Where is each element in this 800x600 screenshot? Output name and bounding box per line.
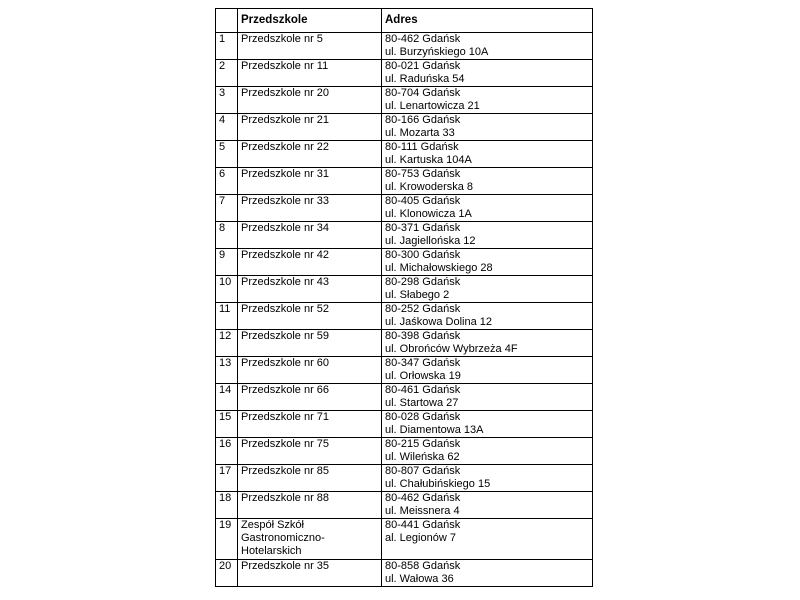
address-cell bbox=[382, 411, 593, 438]
table-row bbox=[216, 33, 593, 60]
table-row bbox=[216, 357, 593, 384]
kindergarten-name: Przedszkole nr 59 bbox=[238, 330, 382, 357]
postal-city: 80-028 Gdańsk bbox=[385, 411, 461, 423]
street-address: ul. Diamentowa 13A bbox=[385, 424, 484, 436]
kindergarten-name: Przedszkole nr 11 bbox=[238, 60, 382, 87]
row-number: 13 bbox=[216, 357, 238, 384]
postal-city: 80-215 Gdańsk bbox=[385, 438, 461, 450]
row-number: 10 bbox=[216, 276, 238, 303]
postal-city: 80-858 Gdańsk bbox=[385, 560, 461, 572]
postal-city: 80-405 Gdańsk bbox=[385, 195, 461, 207]
table-row bbox=[216, 222, 593, 249]
table-row bbox=[216, 195, 593, 222]
kindergarten-name: Przedszkole nr 42 bbox=[238, 249, 382, 276]
street-address: ul. Mozarta 33 bbox=[385, 127, 455, 139]
postal-city: 80-704 Gdańsk bbox=[385, 87, 461, 99]
row-number: 1 bbox=[216, 33, 238, 60]
table-row bbox=[216, 249, 593, 276]
postal-city: 80-371 Gdańsk bbox=[385, 222, 461, 234]
street-address: ul. Wałowa 36 bbox=[385, 573, 454, 585]
row-number: 8 bbox=[216, 222, 238, 249]
table-row bbox=[216, 384, 593, 411]
row-number: 15 bbox=[216, 411, 238, 438]
address-cell bbox=[382, 276, 593, 303]
kindergarten-name: Przedszkole nr 35 bbox=[238, 560, 382, 587]
kindergarten-name-line: Hotelarskich bbox=[241, 545, 302, 557]
street-address: ul. Lenartowicza 21 bbox=[385, 100, 480, 112]
postal-city: 80-252 Gdańsk bbox=[385, 303, 461, 315]
row-number: 4 bbox=[216, 114, 238, 141]
row-number: 14 bbox=[216, 384, 238, 411]
street-address: ul. Wileńska 62 bbox=[385, 451, 460, 463]
row-number: 5 bbox=[216, 141, 238, 168]
address-cell bbox=[382, 249, 593, 276]
table-row bbox=[216, 492, 593, 519]
street-address: ul. Obrońców Wybrzeża 4F bbox=[385, 343, 518, 355]
postal-city: 80-347 Gdańsk bbox=[385, 357, 461, 369]
kindergarten-name: Przedszkole nr 60 bbox=[238, 357, 382, 384]
postal-city: 80-807 Gdańsk bbox=[385, 465, 461, 477]
table-row bbox=[216, 141, 593, 168]
row-number: 20 bbox=[216, 560, 238, 587]
header-address: Adres bbox=[382, 9, 593, 33]
kindergarten-name: Przedszkole nr 71 bbox=[238, 411, 382, 438]
street-address: ul. Startowa 27 bbox=[385, 397, 459, 409]
kindergarten-name: Przedszkole nr 66 bbox=[238, 384, 382, 411]
kindergarten-name: Przedszkole nr 88 bbox=[238, 492, 382, 519]
kindergarten-name bbox=[238, 519, 382, 560]
table-row bbox=[216, 114, 593, 141]
row-number: 16 bbox=[216, 438, 238, 465]
row-number: 2 bbox=[216, 60, 238, 87]
street-address: ul. Michałowskiego 28 bbox=[385, 262, 493, 274]
kindergarten-name: Przedszkole nr 21 bbox=[238, 114, 382, 141]
kindergarten-name-line: Gastronomiczno- bbox=[241, 532, 325, 544]
street-address: ul. Jaśkowa Dolina 12 bbox=[385, 316, 493, 328]
street-address: ul. Meissnera 4 bbox=[385, 505, 460, 517]
address-cell bbox=[382, 519, 593, 560]
address-cell bbox=[382, 222, 593, 249]
table-header-row bbox=[216, 9, 593, 33]
postal-city: 80-166 Gdańsk bbox=[385, 114, 461, 126]
address-cell bbox=[382, 87, 593, 114]
table-row bbox=[216, 303, 593, 330]
postal-city: 80-300 Gdańsk bbox=[385, 249, 461, 261]
kindergarten-name: Przedszkole nr 33 bbox=[238, 195, 382, 222]
kindergarten-name: Przedszkole nr 34 bbox=[238, 222, 382, 249]
address-cell bbox=[382, 438, 593, 465]
street-address: ul. Słabego 2 bbox=[385, 289, 450, 301]
street-address: ul. Raduńska 54 bbox=[385, 73, 465, 85]
row-number: 18 bbox=[216, 492, 238, 519]
address-cell bbox=[382, 465, 593, 492]
address-cell bbox=[382, 195, 593, 222]
kindergarten-name: Przedszkole nr 43 bbox=[238, 276, 382, 303]
header-kindergarten: Przedszkole bbox=[238, 9, 382, 33]
kindergarten-name: Przedszkole nr 22 bbox=[238, 141, 382, 168]
table-body bbox=[216, 33, 593, 587]
street-address: ul. Kartuska 104A bbox=[385, 154, 472, 166]
kindergarten-name-line: Zespół Szkół bbox=[241, 519, 304, 531]
postal-city: 80-462 Gdańsk bbox=[385, 33, 461, 45]
address-cell bbox=[382, 357, 593, 384]
table-row bbox=[216, 560, 593, 587]
kindergarten-table bbox=[215, 8, 593, 587]
street-address: ul. Chałubińskiego 15 bbox=[385, 478, 491, 490]
address-cell bbox=[382, 141, 593, 168]
street-address: ul. Krowoderska 8 bbox=[385, 181, 474, 193]
postal-city: 80-441 Gdańsk bbox=[385, 519, 461, 531]
row-number: 11 bbox=[216, 303, 238, 330]
postal-city: 80-461 Gdańsk bbox=[385, 384, 461, 396]
postal-city: 80-398 Gdańsk bbox=[385, 330, 461, 342]
table-row bbox=[216, 438, 593, 465]
table-row bbox=[216, 465, 593, 492]
kindergarten-name: Przedszkole nr 85 bbox=[238, 465, 382, 492]
row-number: 7 bbox=[216, 195, 238, 222]
table-row bbox=[216, 330, 593, 357]
table-row bbox=[216, 168, 593, 195]
row-number: 6 bbox=[216, 168, 238, 195]
kindergarten-name: Przedszkole nr 52 bbox=[238, 303, 382, 330]
address-cell bbox=[382, 560, 593, 587]
row-number: 3 bbox=[216, 87, 238, 114]
postal-city: 80-021 Gdańsk bbox=[385, 60, 461, 72]
address-cell bbox=[382, 114, 593, 141]
postal-city: 80-298 Gdańsk bbox=[385, 276, 461, 288]
street-address: ul. Burzyńskiego 10A bbox=[385, 46, 489, 58]
street-address: al. Legionów 7 bbox=[385, 532, 456, 544]
table-row bbox=[216, 519, 593, 560]
row-number: 12 bbox=[216, 330, 238, 357]
address-cell bbox=[382, 492, 593, 519]
address-cell bbox=[382, 60, 593, 87]
table-row bbox=[216, 60, 593, 87]
row-number: 9 bbox=[216, 249, 238, 276]
table-row bbox=[216, 276, 593, 303]
kindergarten-name: Przedszkole nr 5 bbox=[238, 33, 382, 60]
street-address: ul. Klonowicza 1A bbox=[385, 208, 472, 220]
kindergarten-name: Przedszkole nr 75 bbox=[238, 438, 382, 465]
postal-city: 80-753 Gdańsk bbox=[385, 168, 461, 180]
row-number: 19 bbox=[216, 519, 238, 560]
table-row bbox=[216, 87, 593, 114]
kindergarten-name: Przedszkole nr 20 bbox=[238, 87, 382, 114]
street-address: ul. Jagiellońska 12 bbox=[385, 235, 476, 247]
postal-city: 80-462 Gdańsk bbox=[385, 492, 461, 504]
row-number: 17 bbox=[216, 465, 238, 492]
address-cell bbox=[382, 303, 593, 330]
header-number bbox=[216, 9, 238, 33]
address-cell bbox=[382, 33, 593, 60]
address-cell bbox=[382, 168, 593, 195]
kindergarten-name: Przedszkole nr 31 bbox=[238, 168, 382, 195]
postal-city: 80-111 Gdańsk bbox=[385, 141, 459, 153]
address-cell bbox=[382, 384, 593, 411]
address-cell bbox=[382, 330, 593, 357]
street-address: ul. Orłowska 19 bbox=[385, 370, 461, 382]
table-row bbox=[216, 411, 593, 438]
